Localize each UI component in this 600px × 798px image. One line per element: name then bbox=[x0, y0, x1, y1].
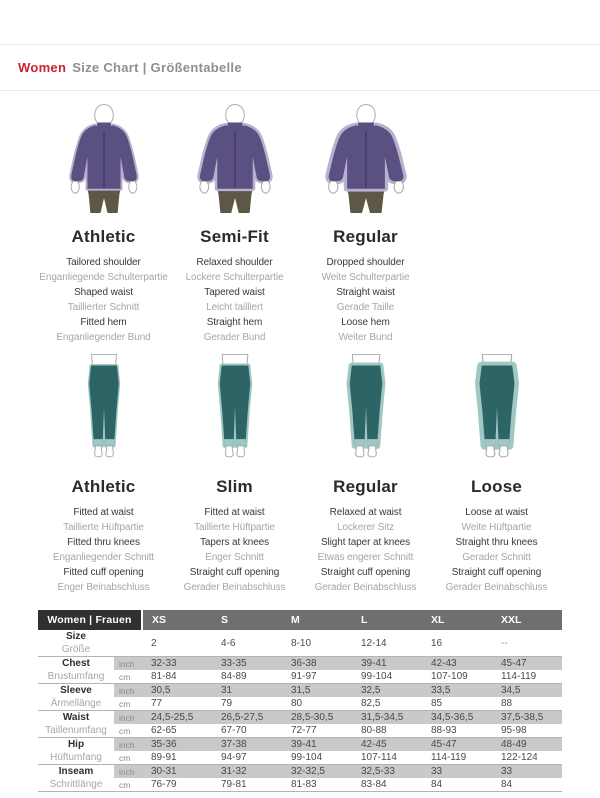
row-label-chest-en: Chest bbox=[38, 657, 114, 671]
table-row-hip-cm bbox=[38, 751, 562, 765]
chest-inch-value-cell: 36-38 bbox=[282, 657, 352, 671]
row-label-inseam-en: Inseam bbox=[38, 765, 114, 779]
table-corner-header: Women | Frauen bbox=[38, 610, 142, 630]
table-row-inseam-cm bbox=[38, 778, 562, 792]
pants-feature-de: Enganliegender Schnitt bbox=[52, 552, 155, 563]
chest-cm-value-cell: 114-119 bbox=[501, 671, 537, 682]
inseam-inch-value-cell: 32-32,5 bbox=[282, 765, 352, 779]
pants-feature-en: Relaxed at waist bbox=[329, 507, 402, 518]
jacket-feature-de: Leicht tailliert bbox=[206, 302, 263, 313]
pants-feature-de: Taillierte Hüftpartie bbox=[63, 522, 144, 533]
sleeve-cm-value-cell: 79 bbox=[221, 698, 233, 709]
unit-cell-inch: inch bbox=[114, 684, 142, 698]
waist-inch-value-cell: 26,5-27,5 bbox=[212, 711, 282, 725]
chest-inch-value-cell: 33-35 bbox=[212, 657, 282, 671]
jacket-figure-athletic bbox=[38, 103, 169, 216]
sleeve-inch-value-cell: 31,5 bbox=[282, 684, 352, 698]
pants-fit-title-loose: Loose bbox=[470, 477, 523, 496]
jacket-figure-regular bbox=[300, 103, 431, 216]
jacket-feature-de: Enganliegender Bund bbox=[56, 332, 151, 343]
chest-cm-value-cell: 84-89 bbox=[221, 671, 247, 682]
jacket-illustration bbox=[55, 103, 153, 215]
pants-feature-de: Gerader Beinabschluss bbox=[445, 582, 548, 593]
waist-cm-value-cell: 95-98 bbox=[501, 725, 527, 736]
size-table-section bbox=[0, 610, 600, 792]
unit-cell-cm: cm bbox=[119, 752, 131, 763]
hip-cm-value-cell: 114-119 bbox=[431, 752, 467, 763]
pants-feature-en: Fitted cuff opening bbox=[63, 567, 144, 578]
pants-feature-en: Straight cuff opening bbox=[451, 567, 542, 578]
inseam-inch-value-cell: 33 bbox=[422, 765, 492, 779]
pants-illustration bbox=[55, 353, 153, 466]
inseam-cm-value-cell: 83-84 bbox=[352, 778, 422, 792]
size-value-cell: 2 bbox=[151, 637, 157, 649]
unit-cell-inch: inch bbox=[114, 711, 142, 725]
row-label-waist-de: Taillenumfang bbox=[38, 724, 114, 738]
pants-fit-title-regular: Regular bbox=[333, 477, 398, 496]
pants-figure-athletic bbox=[38, 353, 169, 466]
jacket-illustration bbox=[186, 103, 284, 215]
pants-column-athletic bbox=[38, 353, 169, 595]
size-column-header-xl: XL bbox=[422, 610, 492, 630]
size-table bbox=[38, 610, 562, 792]
jacket-feature-de: Enganliegende Schulterpartie bbox=[39, 272, 168, 283]
pants-feature-en: Slight taper at knees bbox=[320, 537, 411, 548]
row-label-waist-en: Waist bbox=[38, 711, 114, 725]
chest-cm-value-cell: 107-109 bbox=[431, 671, 468, 682]
unit-cell-empty bbox=[114, 630, 142, 657]
unit-cell-inch: inch bbox=[114, 738, 142, 752]
jacket-feature-en: Loose hem bbox=[341, 317, 390, 328]
size-value-cell: 4-6 bbox=[221, 637, 236, 649]
jacket-feature-de: Weiter Bund bbox=[338, 332, 393, 343]
jacket-feature-en: Fitted hem bbox=[80, 317, 127, 328]
jacket-illustration bbox=[317, 103, 415, 215]
row-label-chest-de: Brustumfang bbox=[38, 670, 114, 684]
waist-cm-value-cell: 62-65 bbox=[151, 725, 177, 736]
pants-figure-regular bbox=[300, 353, 431, 466]
sleeve-cm-value-cell: 88 bbox=[501, 698, 513, 709]
pants-feature-de: Gerader Beinabschluss bbox=[314, 582, 417, 593]
jacket-feature-en: Straight waist bbox=[336, 287, 395, 298]
unit-cell-inch: inch bbox=[114, 657, 142, 671]
hip-cm-value-cell: 99-104 bbox=[291, 752, 323, 763]
inseam-cm-value-cell: 76-79 bbox=[142, 778, 212, 792]
chest-inch-value-cell: 45-47 bbox=[492, 657, 562, 671]
sleeve-inch-value-cell: 34,5 bbox=[492, 684, 562, 698]
pants-feature-de: Etwas engerer Schnitt bbox=[317, 552, 414, 563]
jacket-column-semi-fit bbox=[169, 103, 300, 345]
row-label-inseam-de: Schrittlänge bbox=[38, 778, 114, 792]
pants-column-slim bbox=[169, 353, 300, 595]
jacket-feature-en: Straight hem bbox=[206, 317, 263, 328]
size-value-cell: 8-10 bbox=[291, 637, 312, 649]
pants-feature-en: Fitted at waist bbox=[204, 507, 265, 518]
size-value-cell: 16 bbox=[431, 637, 443, 649]
row-label-sleeve-de: Ärmellänge bbox=[38, 697, 114, 711]
table-row-waist-cm bbox=[38, 724, 562, 738]
hip-inch-value-cell: 35-36 bbox=[142, 738, 212, 752]
chest-inch-value-cell: 32-33 bbox=[142, 657, 212, 671]
table-row-chest-cm bbox=[38, 670, 562, 684]
hip-inch-value-cell: 45-47 bbox=[422, 738, 492, 752]
inseam-inch-value-cell: 32,5-33 bbox=[352, 765, 422, 779]
page-title-women: Women bbox=[18, 60, 67, 75]
jacket-figure-semi-fit bbox=[169, 103, 300, 216]
inseam-cm-value-cell: 84 bbox=[422, 778, 492, 792]
pants-illustration bbox=[317, 353, 415, 466]
pants-illustration bbox=[448, 353, 546, 466]
waist-inch-value-cell: 28,5-30,5 bbox=[282, 711, 352, 725]
pants-feature-de: Gerader Schnitt bbox=[462, 552, 531, 563]
pants-feature-en: Straight thru knees bbox=[455, 537, 538, 548]
sleeve-cm-value-cell: 80 bbox=[291, 698, 303, 709]
jacket-fit-title-semi-fit: Semi-Fit bbox=[200, 227, 269, 246]
pants-feature-de: Enger Beinabschluss bbox=[57, 582, 150, 593]
waist-cm-value-cell: 67-70 bbox=[221, 725, 247, 736]
hip-cm-value-cell: 122-124 bbox=[501, 752, 538, 763]
hip-inch-value-cell: 39-41 bbox=[282, 738, 352, 752]
size-value-cell: -- bbox=[501, 637, 508, 649]
pants-figure-loose bbox=[431, 353, 562, 466]
pants-feature-en: Straight cuff opening bbox=[320, 567, 411, 578]
jacket-fit-title-athletic: Athletic bbox=[71, 227, 136, 246]
row-label-sleeve-en: Sleeve bbox=[38, 684, 114, 698]
pants-feature-en: Fitted at waist bbox=[73, 507, 134, 518]
pants-feature-de: Weite Hüftpartie bbox=[461, 522, 532, 533]
unit-cell-cm: cm bbox=[119, 698, 131, 709]
pants-feature-en: Fitted thru knees bbox=[67, 537, 140, 548]
pants-illustration bbox=[186, 353, 284, 466]
sleeve-cm-value-cell: 77 bbox=[151, 698, 163, 709]
jacket-feature-en: Tailored shoulder bbox=[66, 257, 141, 268]
page-header bbox=[0, 45, 600, 90]
inseam-inch-value-cell: 30-31 bbox=[142, 765, 212, 779]
sleeve-inch-value-cell: 30,5 bbox=[142, 684, 212, 698]
hip-inch-value-cell: 37-38 bbox=[212, 738, 282, 752]
row-label-hip-en: Hip bbox=[38, 738, 114, 752]
unit-cell-inch: inch bbox=[114, 765, 142, 779]
size-column-header-xxl: XXL bbox=[492, 610, 562, 630]
table-row-sleeve-inch bbox=[38, 684, 562, 698]
jacket-column-regular bbox=[300, 103, 431, 345]
jacket-feature-en: Relaxed shoulder bbox=[196, 257, 273, 268]
table-row-size bbox=[38, 630, 562, 657]
sleeve-inch-value-cell: 33,5 bbox=[422, 684, 492, 698]
size-value-cell: 12-14 bbox=[361, 637, 387, 649]
waist-inch-value-cell: 31,5-34,5 bbox=[352, 711, 422, 725]
pants-fit-title-athletic: Athletic bbox=[71, 477, 136, 496]
waist-cm-value-cell: 88-93 bbox=[431, 725, 457, 736]
hip-cm-value-cell: 107-114 bbox=[361, 752, 397, 763]
pants-fit-title-slim: Slim bbox=[216, 477, 253, 496]
header-divider bbox=[0, 90, 600, 91]
table-row-chest-inch bbox=[38, 657, 562, 671]
waist-inch-value-cell: 24,5-25,5 bbox=[142, 711, 212, 725]
jacket-feature-de: Taillierter Schnitt bbox=[67, 302, 140, 313]
row-label-hip-de: Hüftumfang bbox=[38, 751, 114, 765]
pants-feature-de: Taillierte Hüftpartie bbox=[194, 522, 275, 533]
size-column-header-s: S bbox=[212, 610, 282, 630]
jacket-feature-de: Lockere Schulterpartie bbox=[185, 272, 284, 283]
jacket-feature-en: Shaped waist bbox=[74, 287, 133, 298]
pants-feature-en: Tapers at knees bbox=[199, 537, 270, 548]
inseam-inch-value-cell: 33 bbox=[492, 765, 562, 779]
pants-feature-de: Gerader Beinabschluss bbox=[183, 582, 286, 593]
inseam-cm-value-cell: 79-81 bbox=[212, 778, 282, 792]
inseam-inch-value-cell: 31-32 bbox=[212, 765, 282, 779]
table-row-hip-inch bbox=[38, 738, 562, 752]
chest-cm-value-cell: 99-104 bbox=[361, 671, 393, 682]
unit-cell-cm: cm bbox=[119, 671, 131, 682]
page-title-subtitle: Size Chart | Größentabelle bbox=[72, 60, 242, 75]
jacket-feature-de: Gerade Taille bbox=[336, 302, 395, 313]
pants-figure-slim bbox=[169, 353, 300, 466]
hip-inch-value-cell: 48-49 bbox=[492, 738, 562, 752]
sleeve-inch-value-cell: 31 bbox=[212, 684, 282, 698]
row-label-size-en: Size bbox=[65, 631, 86, 642]
pants-feature-de: Lockerer Sitz bbox=[336, 522, 395, 533]
pants-section bbox=[0, 353, 600, 595]
chest-cm-value-cell: 91-97 bbox=[291, 671, 317, 682]
inseam-cm-value-cell: 84 bbox=[492, 778, 562, 792]
table-row-waist-inch bbox=[38, 711, 562, 725]
sleeve-cm-value-cell: 85 bbox=[431, 698, 443, 709]
jacket-feature-en: Dropped shoulder bbox=[326, 257, 405, 268]
hip-cm-value-cell: 89-91 bbox=[151, 752, 177, 763]
pants-column-loose bbox=[431, 353, 562, 595]
unit-cell-cm: cm bbox=[114, 778, 142, 792]
jacket-feature-de: Gerader Bund bbox=[203, 332, 266, 343]
sleeve-inch-value-cell: 32,5 bbox=[352, 684, 422, 698]
hip-cm-value-cell: 94-97 bbox=[221, 752, 247, 763]
size-column-header-xs: XS bbox=[142, 610, 212, 630]
table-header-row bbox=[38, 610, 562, 630]
pants-column-regular bbox=[300, 353, 431, 595]
row-label-size-de: Größe bbox=[61, 644, 91, 655]
table-row-sleeve-cm bbox=[38, 697, 562, 711]
jacket-fit-title-regular: Regular bbox=[333, 227, 398, 246]
hip-inch-value-cell: 42-45 bbox=[352, 738, 422, 752]
pants-feature-de: Enger Schnitt bbox=[205, 552, 264, 563]
chest-inch-value-cell: 39-41 bbox=[352, 657, 422, 671]
pants-feature-en: Loose at waist bbox=[465, 507, 528, 518]
size-column-header-m: M bbox=[282, 610, 352, 630]
sleeve-cm-value-cell: 82,5 bbox=[361, 698, 381, 709]
inseam-cm-value-cell: 81-83 bbox=[282, 778, 352, 792]
jacket-column-athletic bbox=[38, 103, 169, 345]
chest-inch-value-cell: 42-43 bbox=[422, 657, 492, 671]
jacket-feature-en: Tapered waist bbox=[204, 287, 265, 298]
size-column-header-l: L bbox=[352, 610, 422, 630]
jacket-feature-de: Weite Schulterpartie bbox=[321, 272, 410, 283]
waist-inch-value-cell: 37,5-38,5 bbox=[492, 711, 562, 725]
table-row-inseam-inch bbox=[38, 765, 562, 779]
waist-cm-value-cell: 80-88 bbox=[361, 725, 387, 736]
row-label-size bbox=[38, 630, 114, 657]
jackets-section bbox=[0, 103, 600, 345]
waist-inch-value-cell: 34,5-36,5 bbox=[422, 711, 492, 725]
unit-cell-cm: cm bbox=[119, 725, 131, 736]
waist-cm-value-cell: 72-77 bbox=[291, 725, 317, 736]
chest-cm-value-cell: 81-84 bbox=[151, 671, 177, 682]
pants-feature-en: Straight cuff opening bbox=[189, 567, 280, 578]
